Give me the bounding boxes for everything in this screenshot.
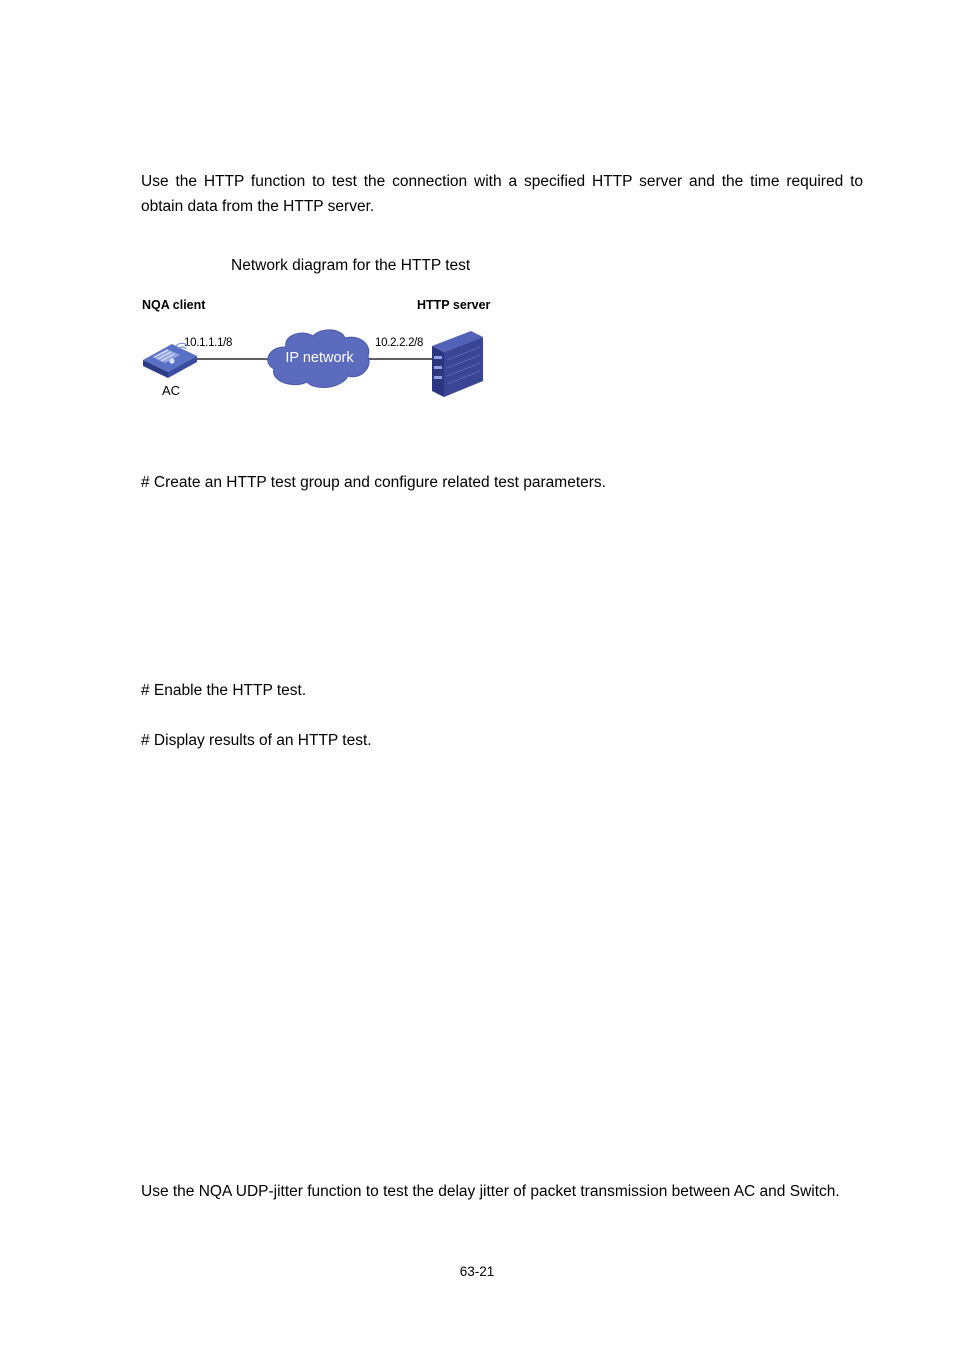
ac-device-label: AC xyxy=(162,383,181,398)
client-ip-label: 10.1.1.1/8 xyxy=(184,337,233,349)
server-ip-label: 10.2.2.2/8 xyxy=(375,337,424,349)
figure-caption: Network diagram for the HTTP test xyxy=(231,257,471,274)
http-server-label: HTTP server xyxy=(417,298,491,312)
step-create-group: # Create an HTTP test group and configure related test parameters. xyxy=(141,474,606,491)
cloud-label: IP network xyxy=(285,350,354,366)
nqa-client-label: NQA client xyxy=(142,298,206,312)
intro-paragraph: Use the HTTP function to test the connection with a specified HTTP server and the time required to obtain data from the HTTP server. xyxy=(141,173,863,215)
step-enable-test: # Enable the HTTP test. xyxy=(141,682,307,699)
server-drive-bay xyxy=(434,366,442,369)
server-drive-bay xyxy=(434,376,442,379)
server-drive-bay xyxy=(434,356,442,359)
step-display-results: # Display results of an HTTP test. xyxy=(141,732,372,749)
udp-jitter-paragraph: Use the NQA UDP-jitter function to test the delay jitter of packet transmission between AC and Switch. xyxy=(141,1183,840,1200)
http-server-icon xyxy=(432,331,483,397)
ac-device-icon xyxy=(143,343,197,378)
network-diagram xyxy=(0,0,954,420)
page-number: 63-21 xyxy=(459,1264,495,1279)
